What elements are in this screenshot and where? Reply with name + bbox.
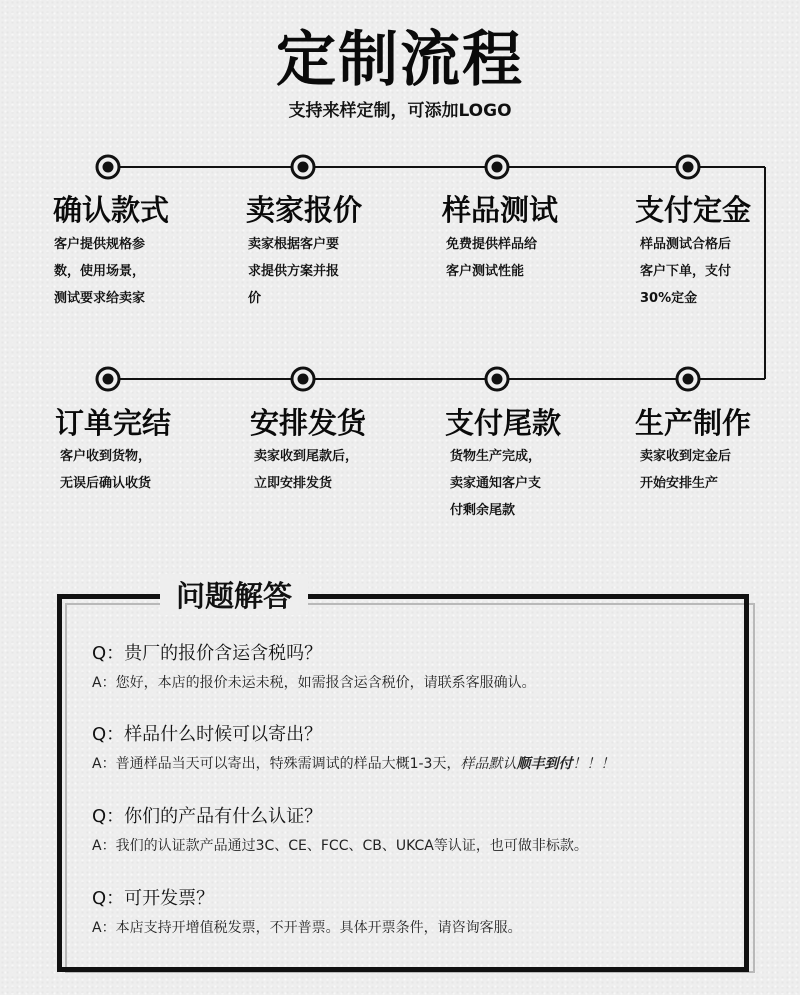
step-title-order-complete: 订单完结 xyxy=(55,406,172,440)
page-subtitle: 支持来样定制，可添加LOGO xyxy=(288,101,512,121)
step-title-seller-quote: 卖家报价 xyxy=(246,193,363,227)
step-desc-pay-balance: 货物生产完成， 卖家通知客户支 付剩余尾款 xyxy=(450,449,542,518)
faq-answer-emphasis-bold: 顺丰到付 xyxy=(516,756,573,772)
step-desc-production: 卖家收到定金后 开始安排生产 xyxy=(640,449,732,491)
flow-node xyxy=(97,156,119,178)
faq-answer xyxy=(92,753,614,773)
faq-question: Q：贵厂的报价含运含税吗？ xyxy=(92,643,323,664)
step-desc-seller-quote: 卖家根据客户要 求提供方案并报 价 xyxy=(248,237,340,306)
faq-answer-exclamation: ！！！ xyxy=(572,756,615,772)
step-desc-pay-deposit: 样品测试合格后 客户下单，支付 30%定金 xyxy=(640,237,732,306)
flow-node xyxy=(677,156,699,178)
faq-question: Q：你们的产品有什么认证？ xyxy=(92,806,323,827)
faq-answer-emphasis: 样品默认 xyxy=(460,756,517,772)
faq-answer: A：本店支持开增值税发票，不开普票。具体开票条件，请咨询客服。 xyxy=(92,920,522,936)
faq-heading: 问题解答 xyxy=(160,574,308,615)
step-title-production: 生产制作 xyxy=(635,406,752,440)
faq-question: Q：样品什么时候可以寄出？ xyxy=(92,724,323,745)
step-title-arrange-shipping: 安排发货 xyxy=(250,406,367,440)
flow-node xyxy=(486,368,508,390)
faq-answer: A：我们的认证款产品通过3C、CE、FCC、CB、UKCA等认证，也可做非标款。 xyxy=(92,838,588,854)
step-title-confirm-style: 确认款式 xyxy=(53,193,170,227)
step-desc-confirm-style: 客户提供规格参 数，使用场景， 测试要求给卖家 xyxy=(54,237,146,306)
faq-answer: A：您好，本店的报价未运未税，如需报含运含税价，请联系客服确认。 xyxy=(92,675,536,691)
step-desc-arrange-shipping: 卖家收到尾款后， 立即安排发货 xyxy=(254,449,359,491)
flow-node xyxy=(292,368,314,390)
flow-node xyxy=(97,368,119,390)
step-title-pay-deposit: 支付定金 xyxy=(635,193,752,227)
faq-question: Q：可开发票？ xyxy=(92,888,215,909)
step-desc-sample-test: 免费提供样品给 客户测试性能 xyxy=(446,237,538,279)
step-title-pay-balance: 支付尾款 xyxy=(445,406,562,440)
flow-node xyxy=(292,156,314,178)
flow-node xyxy=(677,368,699,390)
flow-node xyxy=(486,156,508,178)
step-title-sample-test: 样品测试 xyxy=(442,193,559,227)
faq-answer-text: A：普通样品当天可以寄出，特殊需调试的样品大概1-3天， xyxy=(92,756,461,772)
page-title: 定制流程 xyxy=(276,25,524,95)
step-desc-order-complete: 客户收到货物， 无误后确认收货 xyxy=(60,449,152,491)
